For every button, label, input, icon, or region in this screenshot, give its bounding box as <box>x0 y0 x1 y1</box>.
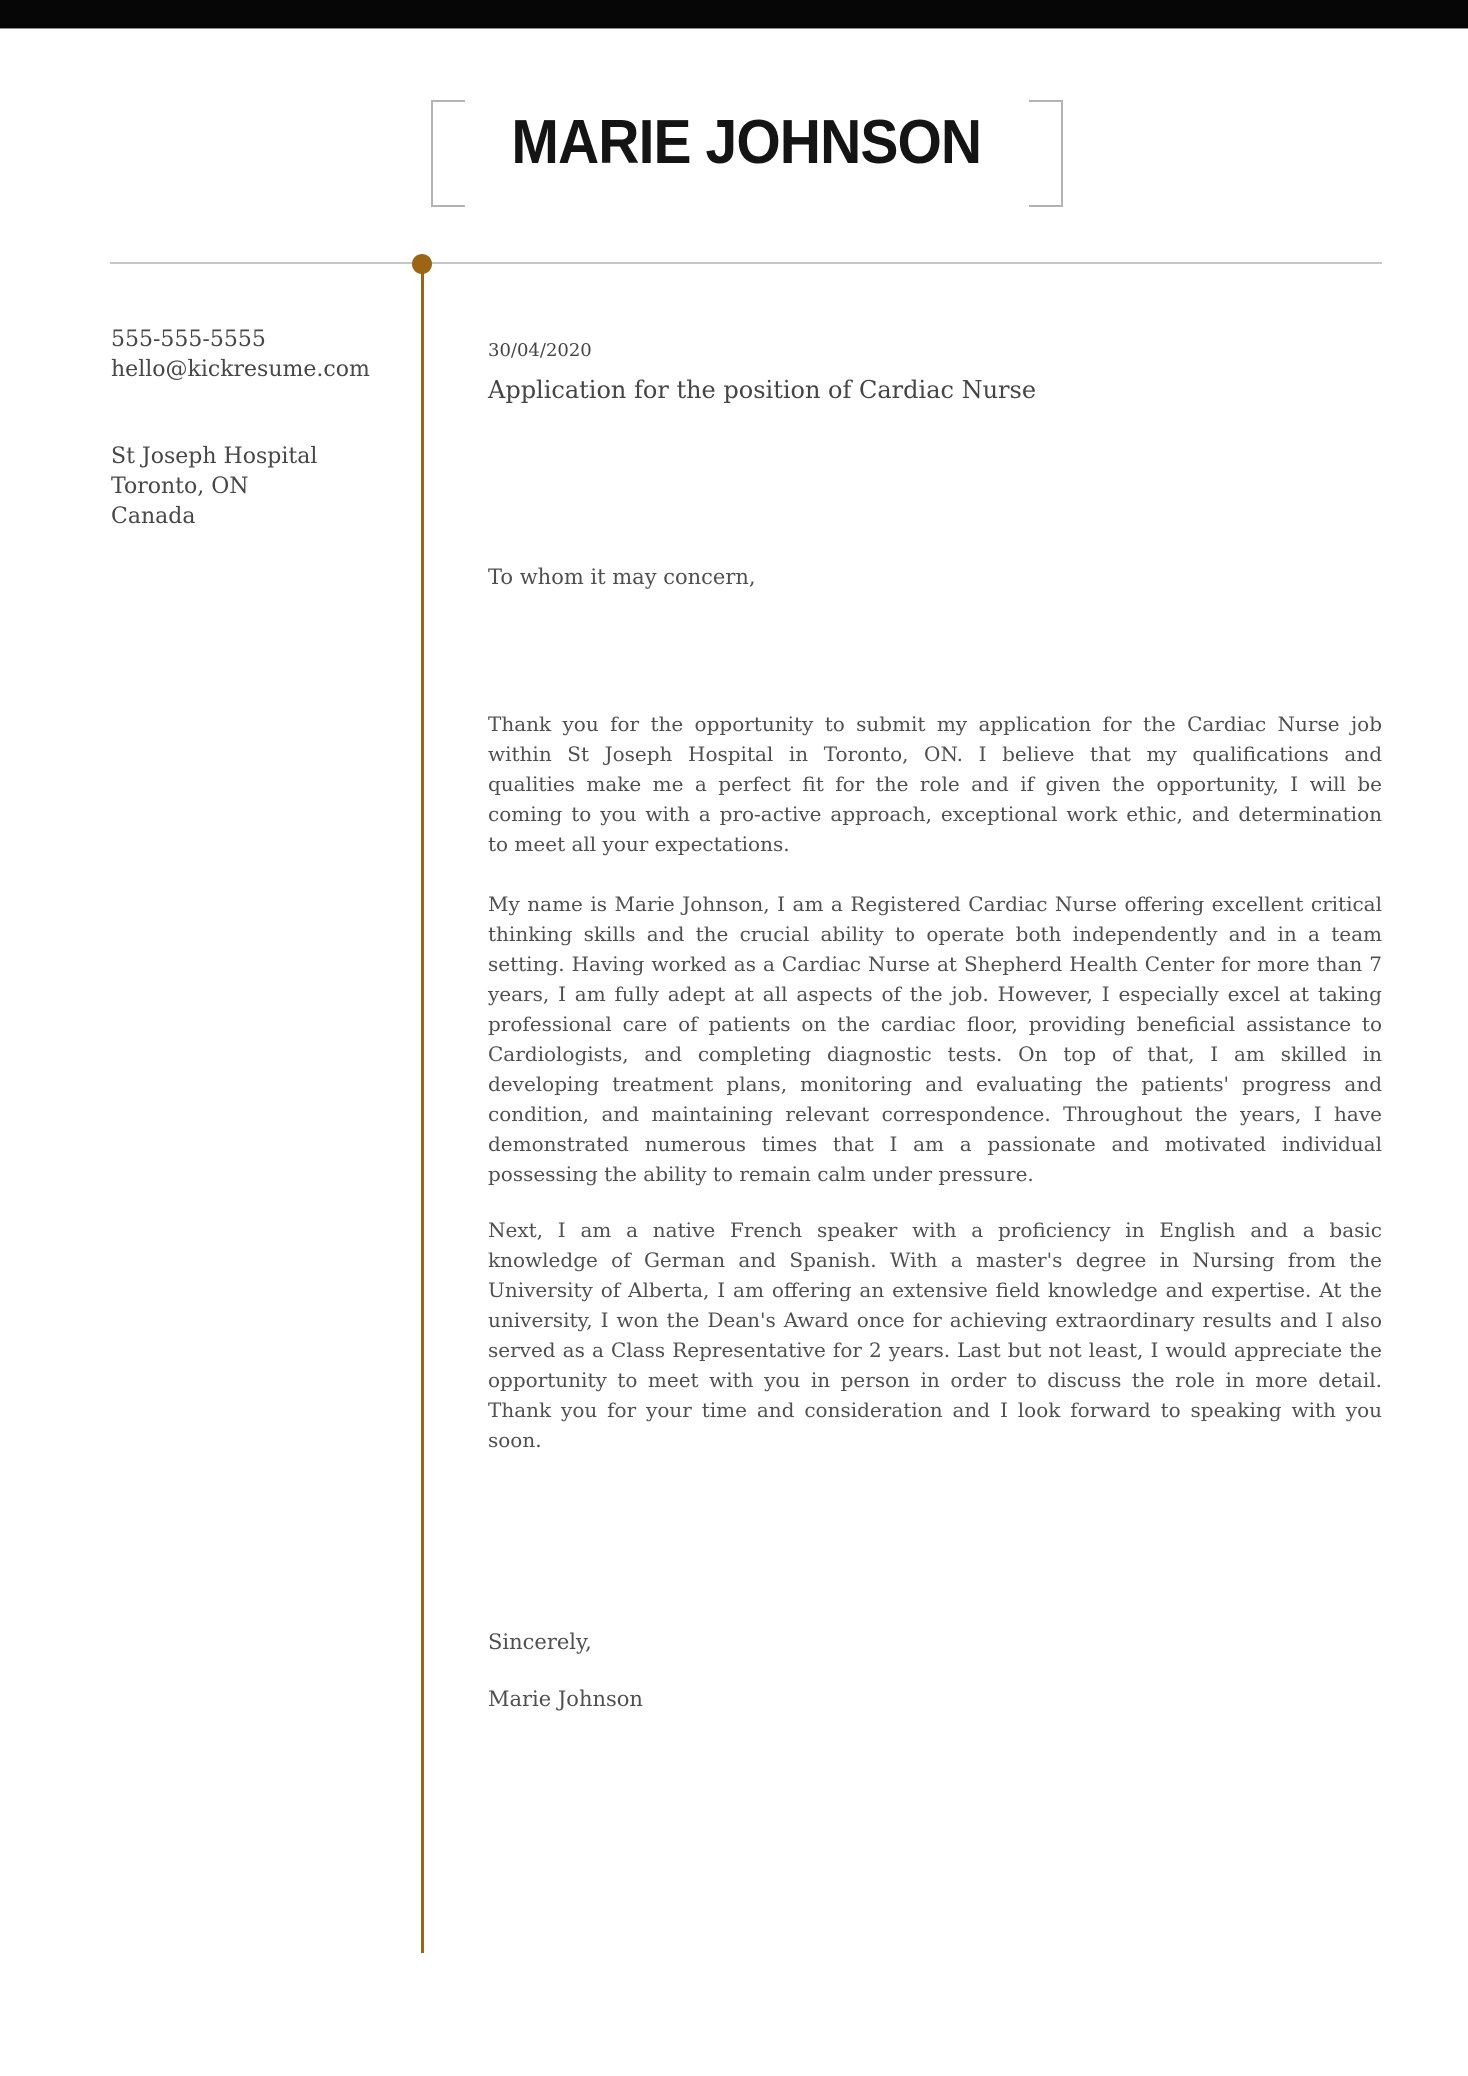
text-line: Next, I am a native French speaker with a proficiency in English and a basic <box>488 1218 1382 1242</box>
text-line: served as a Class Representative for 2 years. Last but not least, I would appreciate the <box>488 1338 1382 1362</box>
contact-block <box>111 325 370 385</box>
text-line: Cardiologists, and completing diagnostic tests. On top of that, I am skilled in <box>488 1042 1382 1066</box>
top-black-bar <box>0 0 1468 29</box>
contact-phone: 555-555-5555 <box>111 327 266 352</box>
page-title <box>431 107 1061 178</box>
text-line: Thank you for the opportunity to submit my application for the Cardiac Nurse job <box>488 712 1382 736</box>
text-line: knowledge of German and Spanish. With a master's degree in Nursing from the <box>488 1248 1382 1272</box>
letter-salutation: To whom it may concern, <box>488 565 756 589</box>
text-line: professional care of patients on the cardiac floor, providing beneficial assistance to <box>488 1012 1382 1036</box>
text-line: Canada <box>111 504 196 529</box>
text-line: soon. <box>488 1428 542 1452</box>
letter-date: 30/04/2020 <box>488 340 592 361</box>
text-line: demonstrated numerous times that I am a passionate and motivated individual <box>488 1132 1382 1156</box>
horizontal-divider <box>110 262 1382 264</box>
letter-paragraph-3 <box>488 1215 1382 1455</box>
text-line: My name is Marie Johnson, I am a Registered Cardiac Nurse offering excellent critical <box>488 892 1382 916</box>
letter-paragraph-1 <box>488 709 1382 859</box>
text-line: university, I won the Dean's Award once for achieving extraordinary results and I also <box>488 1308 1382 1332</box>
contact-email: hello@kickresume.com <box>111 357 370 382</box>
text-line: qualities make me a perfect fit for the role and if given the opportunity, I will be <box>488 772 1382 796</box>
recipient-address <box>111 442 317 532</box>
text-line: University of Alberta, I am offering an extensive field knowledge and expertise. At the <box>488 1278 1382 1302</box>
text-line: thinking skills and the crucial ability to operate both independently and in a team <box>488 922 1382 946</box>
text-line: St Joseph Hospital <box>111 444 318 469</box>
letter-closing: Sincerely, <box>488 1630 592 1654</box>
letter-signature: Marie Johnson <box>488 1687 643 1711</box>
text-line: Thank you for your time and consideration and I look forward to speaking with you <box>488 1398 1382 1422</box>
text-line: within St Joseph Hospital in Toronto, ON. I believe that my qualifications and <box>488 742 1382 766</box>
text-line: developing treatment plans, monitoring and evaluating the patients' progress and <box>488 1072 1382 1096</box>
vertical-accent-line <box>421 264 424 1953</box>
text-line: coming to you with a pro-active approach, exceptional work ethic, and determination <box>488 802 1382 826</box>
letter-subject: Application for the position of Cardiac Nurse <box>488 376 1037 404</box>
text-line: condition, and maintaining relevant correspondence. Throughout the years, I have <box>488 1102 1382 1126</box>
text-line: possessing the ability to remain calm under pressure. <box>488 1162 1034 1186</box>
letter-paragraph-2 <box>488 889 1382 1189</box>
text-line: years, I am fully adept at all aspects of the job. However, I especially excel at taking <box>488 982 1382 1006</box>
text-line: opportunity to meet with you in person in order to discuss the role in more detail. <box>488 1368 1382 1392</box>
text-line: setting. Having worked as a Cardiac Nurse at Shepherd Health Center for more than 7 <box>488 952 1382 976</box>
page-title-text: MARIE JOHNSON <box>511 108 981 177</box>
text-line: Toronto, ON <box>111 474 249 499</box>
text-line: to meet all your expectations. <box>488 832 790 856</box>
